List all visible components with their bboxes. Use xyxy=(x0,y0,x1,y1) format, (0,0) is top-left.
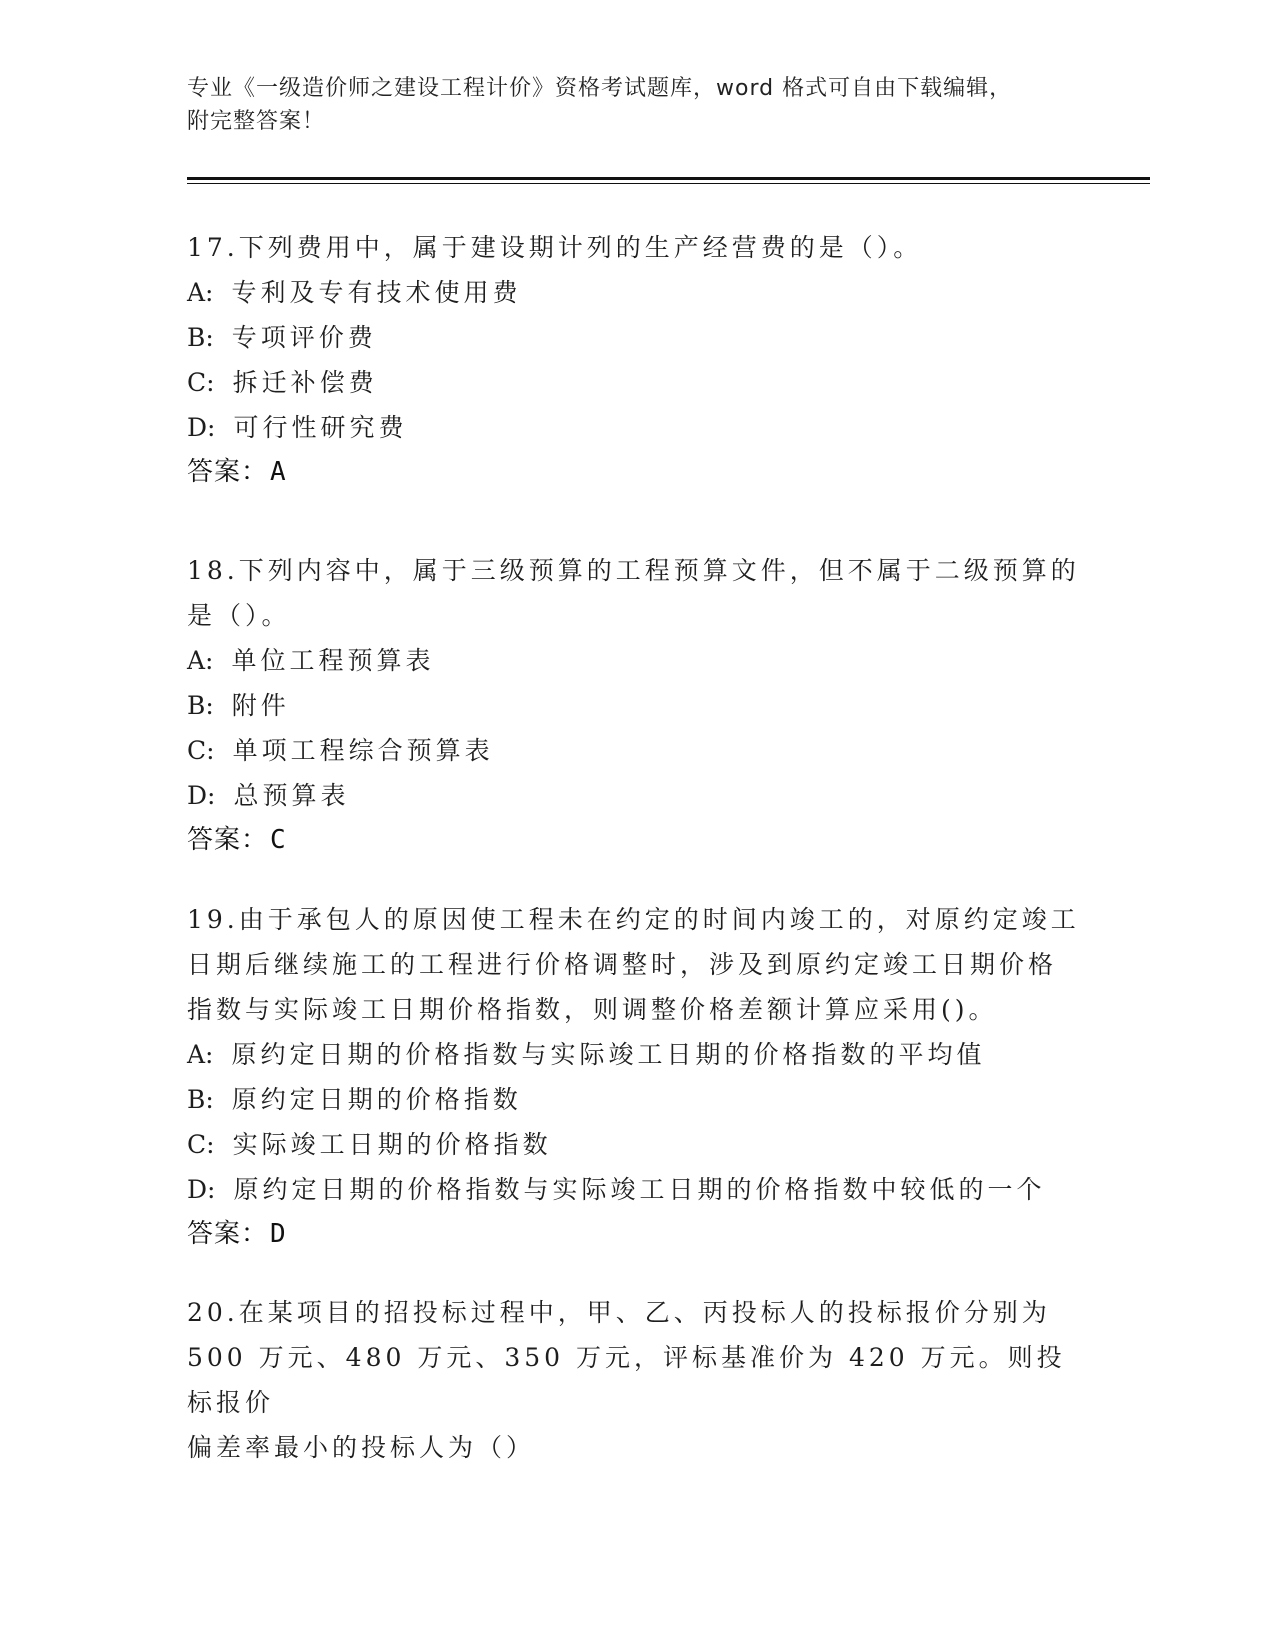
answer-value: D xyxy=(270,1219,287,1249)
option-b xyxy=(187,683,1087,728)
question-stem-line: 偏差率最小的投标人为（） xyxy=(187,1433,536,1462)
question-18 xyxy=(187,548,1087,863)
option-text: 原约定日期的价格指数与实际竣工日期的价格指数的平均值 xyxy=(231,1040,986,1069)
option-letter: D: xyxy=(187,1175,216,1204)
option-c xyxy=(187,1122,1087,1167)
answer-value: C xyxy=(270,825,287,855)
option-text: 单位工程预算表 xyxy=(231,646,435,675)
question-stem-line: 17.下列费用中，属于建设期计列的生产经营费的是（）。 xyxy=(187,233,923,262)
option-letter: D: xyxy=(187,781,216,810)
document-header xyxy=(187,72,1067,138)
question-stem-line: 是（）。 xyxy=(187,601,291,630)
option-text: 专项评价费 xyxy=(231,323,377,352)
option-text: 总预算表 xyxy=(233,781,350,810)
header-line-1: 专业《一级造价师之建设工程计价》资格考试题库，word 格式可自由下载编辑， xyxy=(187,76,1013,101)
question-17 xyxy=(187,225,1087,495)
header-divider-thin xyxy=(187,183,1150,184)
option-letter: A: xyxy=(187,278,214,307)
option-letter: B: xyxy=(187,323,214,352)
question-stem-line: 19.由于承包人的原因使工程未在约定的时间内竣工的，对原约定竣工 xyxy=(187,905,1080,934)
option-text: 专利及专有技术使用费 xyxy=(231,278,522,307)
option-letter: A: xyxy=(187,1040,214,1069)
question-stem-line: 500 万元、480 万元、350 万元，评标基准价为 420 万元。则投标报价 xyxy=(187,1343,1066,1417)
option-d xyxy=(187,1167,1087,1212)
option-a xyxy=(187,270,1087,315)
option-letter: D: xyxy=(187,413,216,442)
option-text: 可行性研究费 xyxy=(233,413,408,442)
option-d xyxy=(187,405,1087,450)
option-a xyxy=(187,1032,1087,1077)
answer-label: 答案： xyxy=(187,1219,269,1249)
option-text: 附件 xyxy=(231,691,290,720)
question-stem-line: 指数与实际竣工日期价格指数，则调整价格差额计算应采用()。 xyxy=(187,995,998,1024)
option-letter: A: xyxy=(187,646,214,675)
option-b xyxy=(187,1077,1087,1122)
option-text: 原约定日期的价格指数 xyxy=(231,1085,522,1114)
answer-value: A xyxy=(270,457,287,487)
header-divider-thick xyxy=(187,177,1150,180)
option-d xyxy=(187,773,1087,818)
option-letter: C: xyxy=(187,736,215,765)
option-letter: C: xyxy=(187,1130,215,1159)
header-line-2: 附完整答案！ xyxy=(187,109,326,134)
option-b xyxy=(187,315,1087,360)
answer-line xyxy=(187,450,1087,495)
answer-label: 答案： xyxy=(187,825,269,855)
question-stem-line: 18.下列内容中，属于三级预算的工程预算文件，但不属于二级预算的 xyxy=(187,556,1080,585)
option-a xyxy=(187,638,1087,683)
answer-line xyxy=(187,818,1087,863)
option-c xyxy=(187,728,1087,773)
option-letter: B: xyxy=(187,1085,214,1114)
question-stem-line: 日期后继续施工的工程进行价格调整时，涉及到原约定竣工日期价格 xyxy=(187,950,1058,979)
option-text: 原约定日期的价格指数与实际竣工日期的价格指数中较低的一个 xyxy=(233,1175,1046,1204)
question-20 xyxy=(187,1290,1087,1470)
answer-line xyxy=(187,1212,1087,1257)
question-19 xyxy=(187,897,1087,1257)
option-c xyxy=(187,360,1087,405)
option-text: 拆迁补偿费 xyxy=(232,368,378,397)
option-letter: C: xyxy=(187,368,215,397)
option-text: 单项工程综合预算表 xyxy=(232,736,494,765)
option-text: 实际竣工日期的价格指数 xyxy=(232,1130,552,1159)
question-stem-line: 20.在某项目的招投标过程中，甲、乙、丙投标人的投标报价分别为 xyxy=(187,1298,1051,1327)
option-letter: B: xyxy=(187,691,214,720)
answer-label: 答案： xyxy=(187,457,269,487)
